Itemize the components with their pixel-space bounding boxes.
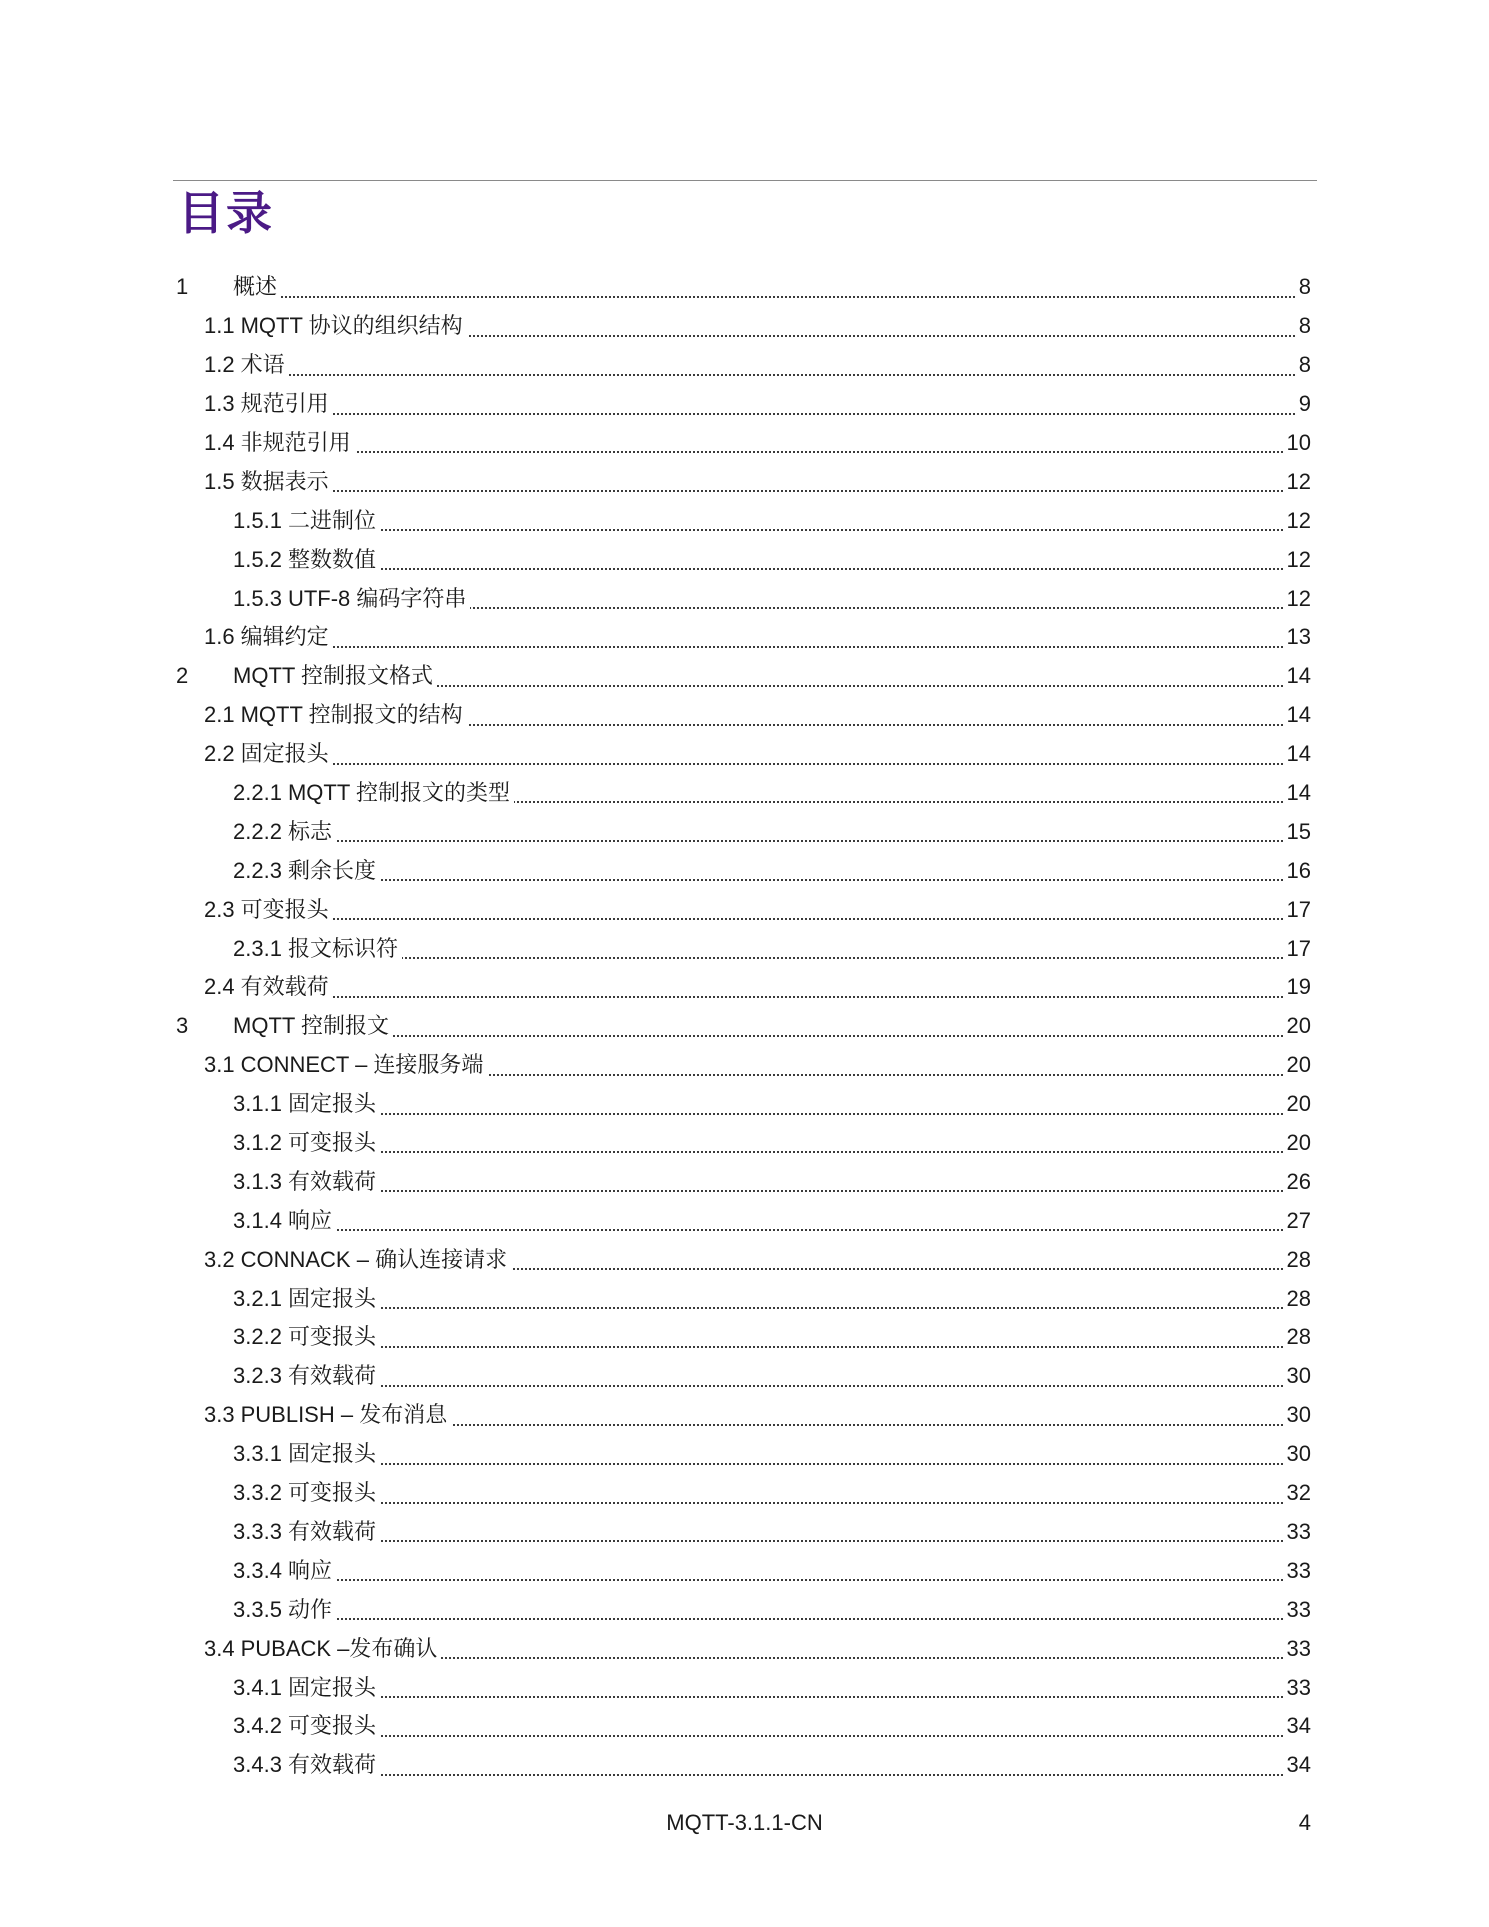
toc-entry-text: 术语 — [240, 352, 285, 378]
toc-entry-text: 二进制位 — [287, 507, 376, 533]
toc-entry-title — [204, 352, 289, 378]
toc-entry-page: 8 — [1295, 313, 1311, 339]
toc-entry-title — [233, 1286, 380, 1312]
toc-entry-number: 3.3 — [204, 1402, 235, 1428]
toc-entry-number: 2.1 — [204, 702, 235, 728]
toc-entry-text: 规范引用 — [240, 391, 329, 417]
toc-entry-title — [233, 1013, 393, 1039]
toc-entry-text: 有效载荷 — [287, 1518, 376, 1544]
toc-entry[interactable] — [0, 618, 1489, 657]
toc-entry-number: 3.1.4 — [233, 1207, 282, 1233]
toc-dot-leader — [233, 1113, 1311, 1115]
toc-entry-page: 28 — [1283, 1247, 1311, 1273]
toc-entry-text: 固定报头 — [287, 1285, 376, 1311]
toc-entry-text: 整数数值 — [287, 546, 376, 572]
toc-entry[interactable] — [0, 1124, 1489, 1163]
toc-entry-number: 3.3.4 — [233, 1557, 282, 1583]
toc-dot-leader — [233, 1346, 1311, 1348]
toc-entry-title — [233, 1130, 380, 1156]
toc-entry[interactable] — [0, 1085, 1489, 1124]
toc-entry[interactable] — [0, 540, 1489, 579]
toc-entry[interactable] — [0, 735, 1489, 774]
toc-entry-number: 1.3 — [204, 391, 235, 417]
toc-entry-text: 数据表示 — [240, 468, 329, 494]
toc-entry[interactable] — [0, 812, 1489, 851]
toc-entry-title — [204, 1636, 441, 1662]
page-title: 目录 — [178, 187, 274, 239]
toc-entry-page: 14 — [1283, 663, 1311, 689]
toc-entry-text: MQTT 协议的组织结构 — [240, 313, 463, 339]
toc-entry-text: PUBACK –发布确认 — [240, 1635, 438, 1661]
toc-entry[interactable] — [0, 774, 1489, 813]
toc-dot-leader — [233, 1463, 1311, 1465]
toc-entry-page: 30 — [1283, 1402, 1311, 1428]
toc-dot-leader — [233, 1035, 1311, 1037]
toc-entry-page: 33 — [1283, 1597, 1311, 1623]
toc-entry-number: 3.1.2 — [233, 1130, 282, 1156]
toc-entry-page: 12 — [1283, 469, 1311, 495]
toc-entry[interactable] — [0, 890, 1489, 929]
toc-entry-page: 17 — [1283, 897, 1311, 923]
toc-entry-page: 26 — [1283, 1169, 1311, 1195]
toc-dot-leader — [204, 646, 1311, 648]
toc-entry-number: 2.2.3 — [233, 857, 282, 883]
toc-dot-leader — [233, 1502, 1311, 1504]
toc-entry-title — [204, 1402, 451, 1428]
toc-entry-page: 30 — [1283, 1363, 1311, 1389]
toc-entry-page: 34 — [1283, 1713, 1311, 1739]
toc-dot-leader — [204, 451, 1311, 453]
toc-entry-page: 19 — [1283, 974, 1311, 1000]
toc-entry-number: 3.1.1 — [233, 1091, 282, 1117]
toc-dot-leader — [233, 1735, 1311, 1737]
toc-entry-page: 20 — [1283, 1130, 1311, 1156]
toc-dot-leader — [204, 996, 1311, 998]
toc-entry-title — [204, 741, 333, 767]
toc-entry-text: 固定报头 — [240, 741, 329, 767]
footer-page-number: 4 — [1298, 1810, 1311, 1835]
toc-entry-text: 非规范引用 — [240, 430, 351, 455]
footer-doc-id: MQTT-3.1.1-CN — [666, 1810, 823, 1835]
toc-entry-page: 14 — [1283, 741, 1311, 767]
toc-entry-title — [233, 547, 380, 573]
toc-entry-text: 标志 — [287, 818, 332, 844]
toc-entry[interactable] — [0, 1435, 1489, 1474]
toc-entry-number: 1.4 — [204, 430, 235, 455]
toc-entry-text: 响应 — [287, 1557, 332, 1583]
header-rule — [173, 180, 1317, 181]
toc-entry-page: 30 — [1283, 1441, 1311, 1467]
toc-entry-text: 可变报头 — [287, 1480, 376, 1506]
toc-entry-text: MQTT 控制报文格式 — [233, 663, 434, 689]
toc-entry-page: 12 — [1283, 508, 1311, 534]
toc-entry[interactable] — [0, 851, 1489, 890]
toc-entry[interactable] — [0, 1318, 1489, 1357]
toc-entry[interactable] — [0, 1746, 1489, 1785]
toc-entry-text: 固定报头 — [287, 1674, 376, 1700]
toc-entry-text: 有效载荷 — [240, 974, 329, 1000]
toc-entry-text: 可变报头 — [287, 1324, 376, 1350]
toc-entry-number: 1.5.1 — [233, 507, 282, 533]
toc-dot-leader — [233, 1696, 1311, 1698]
toc-dot-leader — [204, 490, 1311, 492]
toc-entry-text: 动作 — [287, 1596, 332, 1622]
toc-entry-page: 8 — [1295, 352, 1311, 378]
toc-entry[interactable] — [0, 501, 1489, 540]
toc-entry-number: 3.2.1 — [233, 1285, 282, 1311]
toc-entry-page: 12 — [1283, 547, 1311, 573]
toc-entry-number: 3.3.3 — [233, 1518, 282, 1544]
toc-entry-page: 17 — [1283, 936, 1311, 962]
toc-entry-number: 3.4.2 — [233, 1713, 282, 1739]
toc-dot-leader — [233, 1385, 1311, 1387]
toc-entry[interactable] — [0, 346, 1489, 385]
toc-entry-text: 可变报头 — [287, 1130, 376, 1156]
toc-entry-number: 2 — [176, 663, 189, 689]
toc-entry[interactable] — [0, 1590, 1489, 1629]
toc-dot-leader — [233, 1229, 1311, 1231]
toc-entry-title — [233, 663, 437, 689]
toc-entry-title — [233, 1208, 336, 1234]
toc-entry-text: UTF-8 编码字符串 — [287, 585, 467, 611]
toc-entry-number: 3.3.1 — [233, 1441, 282, 1467]
toc-entry[interactable] — [0, 1007, 1489, 1046]
toc-entry-title — [233, 1480, 380, 1506]
toc-entry-title — [204, 1052, 487, 1078]
toc-entry-page: 10 — [1283, 430, 1311, 456]
toc-entry-text: 固定报头 — [287, 1441, 376, 1467]
toc-entry-number: 3.4.3 — [233, 1752, 282, 1778]
toc-entry-title — [204, 624, 333, 650]
toc-entry-page: 13 — [1283, 624, 1311, 650]
toc-entry-title — [204, 897, 333, 923]
toc-entry-number: 2.2.1 — [233, 780, 282, 806]
toc-entry-page: 20 — [1283, 1091, 1311, 1117]
toc-dot-leader — [233, 879, 1311, 881]
toc-entry[interactable] — [0, 268, 1489, 307]
toc-entry-number: 3.2 — [204, 1246, 235, 1272]
table-of-contents — [0, 268, 1489, 1785]
toc-entry-number: 3.2.2 — [233, 1324, 282, 1350]
toc-entry-text: 可变报头 — [240, 896, 329, 922]
toc-entry-text: MQTT 控制报文的类型 — [287, 780, 510, 806]
toc-entry-title — [233, 1752, 380, 1778]
toc-entry-number: 2.2 — [204, 741, 235, 767]
toc-entry-text: 固定报头 — [287, 1091, 376, 1117]
toc-entry[interactable] — [0, 657, 1489, 696]
toc-dot-leader — [233, 296, 1311, 298]
toc-entry-page: 14 — [1283, 780, 1311, 806]
toc-entry-page: 32 — [1283, 1480, 1311, 1506]
toc-dot-leader — [233, 568, 1311, 570]
toc-entry-title — [233, 1091, 380, 1117]
toc-entry-text: PUBLISH – 发布消息 — [240, 1402, 448, 1428]
toc-entry-title — [233, 1441, 380, 1467]
toc-entry-title — [233, 1675, 380, 1701]
toc-entry-title — [233, 858, 380, 884]
toc-entry-number: 3.1.3 — [233, 1168, 282, 1194]
toc-entry-number: 3.3.2 — [233, 1480, 282, 1506]
toc-entry-page: 33 — [1283, 1558, 1311, 1584]
toc-entry-page: 8 — [1295, 274, 1311, 300]
toc-entry[interactable] — [0, 1357, 1489, 1396]
toc-entry-text: MQTT 控制报文的结构 — [240, 702, 463, 728]
toc-entry-page: 15 — [1283, 819, 1311, 845]
toc-entry-title — [233, 1558, 336, 1584]
toc-entry-title — [233, 1363, 380, 1389]
toc-entry-number: 2.4 — [204, 974, 235, 1000]
toc-entry-title — [233, 508, 380, 534]
toc-entry-text: 可变报头 — [287, 1713, 376, 1739]
toc-entry-page: 28 — [1283, 1324, 1311, 1350]
toc-entry-page: 16 — [1283, 858, 1311, 884]
toc-entry-number: 1.5.2 — [233, 546, 282, 572]
toc-entry-title — [204, 702, 467, 728]
toc-entry-number: 2.3 — [204, 896, 235, 922]
toc-entry-page: 9 — [1295, 391, 1311, 417]
toc-entry-page: 12 — [1283, 586, 1311, 612]
toc-entry-title — [233, 1713, 380, 1739]
toc-entry-title — [204, 974, 333, 1000]
toc-entry[interactable] — [0, 462, 1489, 501]
toc-dot-leader — [233, 1307, 1311, 1309]
toc-entry[interactable] — [0, 1046, 1489, 1085]
toc-entry-number: 3.2.3 — [233, 1363, 282, 1389]
toc-entry-number: 3.4.1 — [233, 1674, 282, 1700]
toc-entry-number: 3.4 — [204, 1635, 235, 1661]
toc-entry[interactable] — [0, 1240, 1489, 1279]
toc-entry-number: 1.5 — [204, 468, 235, 494]
toc-entry-number: 1.6 — [204, 624, 235, 650]
toc-entry[interactable] — [0, 1707, 1489, 1746]
toc-entry-page: 33 — [1283, 1675, 1311, 1701]
toc-entry-title — [233, 819, 336, 845]
toc-entry[interactable] — [0, 1279, 1489, 1318]
toc-entry[interactable] — [0, 1396, 1489, 1435]
toc-entry[interactable] — [0, 579, 1489, 618]
toc-entry-page: 28 — [1283, 1286, 1311, 1312]
toc-entry-title — [233, 1324, 380, 1350]
toc-entry-number: 3 — [176, 1013, 189, 1039]
toc-entry-page: 33 — [1283, 1636, 1311, 1662]
toc-dot-leader — [233, 1774, 1311, 1776]
toc-entry[interactable] — [0, 1201, 1489, 1240]
toc-entry[interactable] — [0, 1668, 1489, 1707]
toc-entry-text: 响应 — [287, 1207, 332, 1233]
toc-entry-number: 3.1 — [204, 1052, 235, 1078]
toc-entry[interactable] — [0, 696, 1489, 735]
toc-entry-page: 33 — [1283, 1519, 1311, 1545]
toc-dot-leader — [204, 763, 1311, 765]
toc-dot-leader — [233, 1618, 1311, 1620]
toc-entry[interactable] — [0, 385, 1489, 424]
toc-entry-number: 1.5.3 — [233, 585, 282, 611]
toc-entry-title — [204, 391, 333, 417]
toc-entry-text: 有效载荷 — [287, 1363, 376, 1389]
toc-entry-text: 概述 — [233, 274, 278, 300]
toc-entry-number: 1 — [176, 274, 189, 300]
toc-dot-leader — [233, 1190, 1311, 1192]
toc-entry-title — [204, 469, 333, 495]
toc-entry-page: 14 — [1283, 702, 1311, 728]
toc-dot-leader — [233, 840, 1311, 842]
toc-dot-leader — [233, 1540, 1311, 1542]
toc-entry-text: 编辑约定 — [240, 624, 329, 650]
toc-dot-leader — [204, 374, 1311, 376]
toc-entry-number: 1.1 — [204, 313, 235, 339]
toc-entry-title — [233, 1597, 336, 1623]
toc-entry[interactable] — [0, 1513, 1489, 1552]
toc-entry-text: 剩余长度 — [287, 857, 376, 883]
toc-entry-number: 2.3.1 — [233, 935, 282, 961]
toc-entry-text: CONNACK – 确认连接请求 — [240, 1246, 508, 1272]
toc-entry-page: 20 — [1283, 1052, 1311, 1078]
toc-entry-title — [204, 1247, 511, 1273]
toc-entry-text: MQTT 控制报文 — [233, 1013, 390, 1039]
toc-dot-leader — [233, 529, 1311, 531]
toc-entry-page: 27 — [1283, 1208, 1311, 1234]
toc-entry[interactable] — [0, 307, 1489, 346]
toc-entry-text: 有效载荷 — [287, 1752, 376, 1778]
toc-entry-title — [233, 936, 402, 962]
toc-entry-number: 2.2.2 — [233, 818, 282, 844]
toc-dot-leader — [233, 1579, 1311, 1581]
toc-entry[interactable] — [0, 1162, 1489, 1201]
toc-dot-leader — [204, 413, 1311, 415]
toc-entry-title — [233, 586, 470, 612]
toc-entry-number: 1.2 — [204, 352, 235, 378]
toc-entry-text: CONNECT – 连接服务端 — [240, 1052, 484, 1078]
toc-entry-text: 有效载荷 — [287, 1168, 376, 1194]
toc-entry[interactable] — [0, 929, 1489, 968]
toc-entry-page: 20 — [1283, 1013, 1311, 1039]
toc-entry[interactable] — [0, 1551, 1489, 1590]
toc-entry-title — [233, 1169, 380, 1195]
toc-entry-text: 报文标识符 — [287, 935, 398, 961]
toc-entry-title — [233, 780, 514, 806]
toc-entry[interactable] — [0, 968, 1489, 1007]
toc-entry-title — [204, 430, 355, 456]
toc-entry[interactable] — [0, 1629, 1489, 1668]
toc-entry-title — [233, 274, 281, 300]
toc-entry[interactable] — [0, 1474, 1489, 1513]
toc-entry-page: 34 — [1283, 1752, 1311, 1778]
toc-entry-number: 3.3.5 — [233, 1596, 282, 1622]
toc-dot-leader — [204, 918, 1311, 920]
toc-entry[interactable] — [0, 424, 1489, 463]
toc-entry-title — [204, 313, 467, 339]
toc-dot-leader — [233, 1151, 1311, 1153]
toc-entry-title — [233, 1519, 380, 1545]
